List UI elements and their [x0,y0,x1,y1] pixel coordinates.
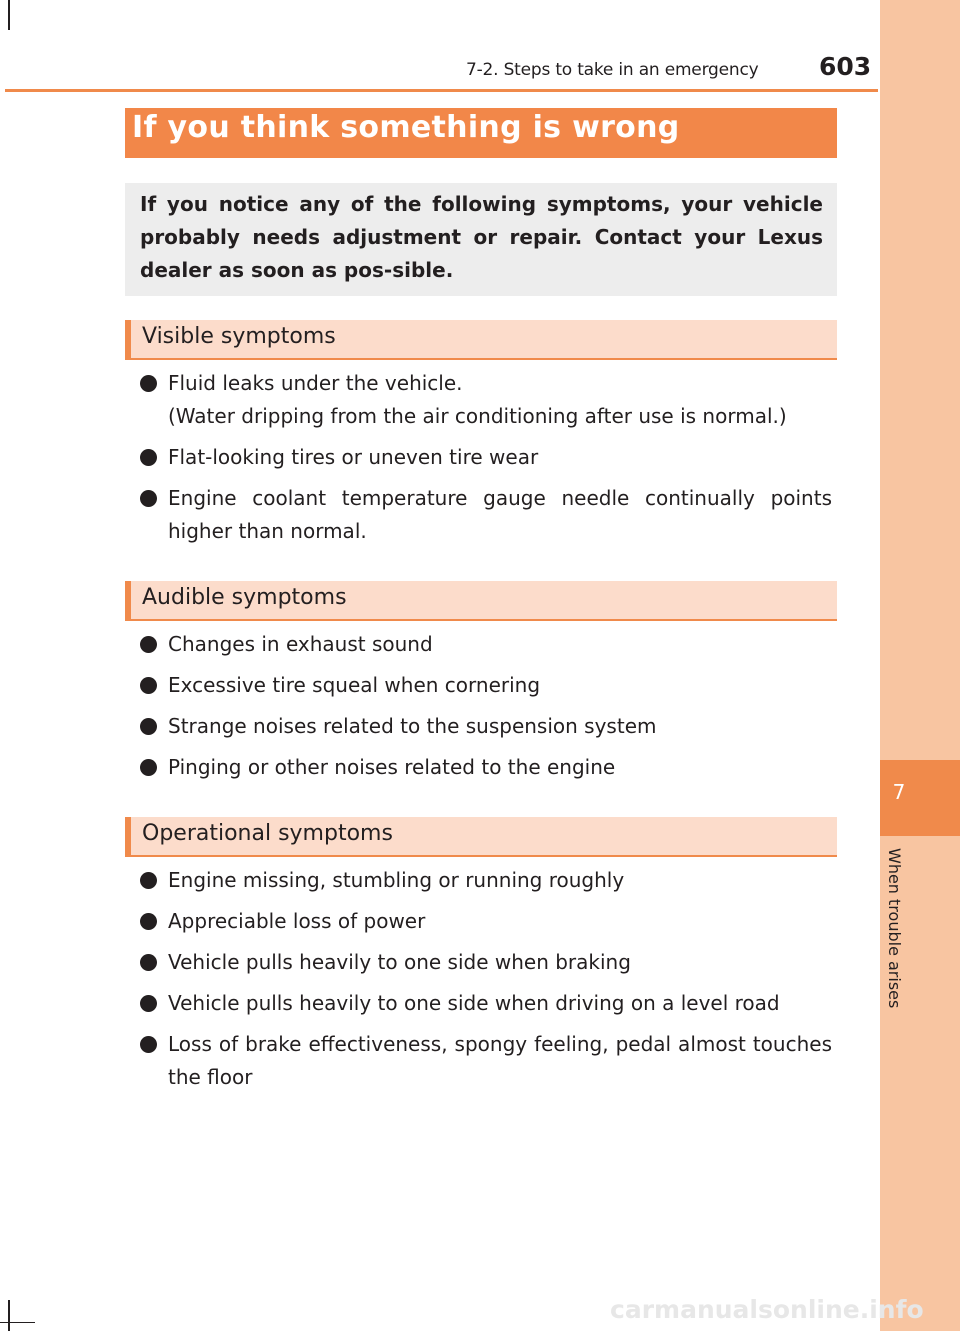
visible-symptoms-list [140,367,832,548]
list-item [140,628,832,661]
section-audible-symptoms [125,581,837,621]
chapter-tab [880,760,960,836]
chapter-title: When trouble arises [885,848,904,1009]
list-item [140,669,832,702]
section-title: Visible symptoms [142,324,336,349]
list-item [140,367,832,433]
bullet-icon [140,718,157,735]
list-item [140,751,832,784]
crop-mark [8,1300,10,1331]
bullet-icon [140,954,157,971]
list-item-text: Flat-looking tires or uneven tire wear [168,445,539,469]
bullet-icon [140,490,157,507]
chapter-sidebar [880,0,960,1331]
list-item-text: Engine coolant temperature gauge needle continually points higher than normal. [168,486,832,543]
list-item [140,946,832,979]
crop-mark [8,0,10,30]
bullet-icon [140,872,157,889]
list-item-text: Vehicle pulls heavily to one side when driving on a level road [168,991,780,1015]
bullet-icon [140,636,157,653]
bullet-icon [140,375,157,392]
list-item-text: Fluid leaks under the vehicle. [168,371,463,395]
page-title: If you think something is wrong [132,110,680,145]
list-item [140,864,832,897]
section-visible-symptoms [125,320,837,360]
intro-box [125,183,837,296]
list-item-text: Appreciable loss of power [168,909,426,933]
list-item-text: Strange noises related to the suspension system [168,714,657,738]
bullet-icon [140,1036,157,1053]
chapter-number: 7 [892,780,906,804]
bullet-icon [140,759,157,776]
list-item [140,1028,832,1094]
section-header: 7-2. Steps to take in an emergency [466,60,759,80]
list-item [140,482,832,548]
list-item-text: Changes in exhaust sound [168,632,433,656]
list-item-text: Excessive tire squeal when cornering [168,673,541,697]
list-item [140,987,832,1020]
section-accent [125,320,131,358]
list-item-text: Pinging or other noises related to the engine [168,755,616,779]
section-accent [125,581,131,619]
crop-mark [0,1322,35,1323]
page-number: 603 [819,52,872,81]
section-title: Operational symptoms [142,821,393,846]
bullet-icon [140,449,157,466]
list-item-note: (Water dripping from the air conditioning after use is normal.) [168,404,787,428]
bullet-icon [140,995,157,1012]
list-item-text: Loss of brake effectiveness, spongy feeling, pedal almost touches the floor [168,1032,832,1089]
bullet-icon [140,677,157,694]
header-rule [5,89,878,92]
bullet-icon [140,913,157,930]
section-operational-symptoms [125,817,837,857]
intro-text: If you notice any of the following symptoms, your vehicle probably needs adjustment or repair. Contact your Lexus dealer as soon as pos-sible. [140,192,823,282]
list-item-text: Vehicle pulls heavily to one side when braking [168,950,631,974]
audible-symptoms-list [140,628,832,784]
operational-symptoms-list [140,864,832,1094]
section-title: Audible symptoms [142,585,347,610]
list-item-text: Engine missing, stumbling or running roughly [168,868,625,892]
list-item [140,710,832,743]
watermark: carmanualsonline.info [610,1295,924,1324]
list-item [140,441,832,474]
list-item [140,905,832,938]
section-accent [125,817,131,855]
